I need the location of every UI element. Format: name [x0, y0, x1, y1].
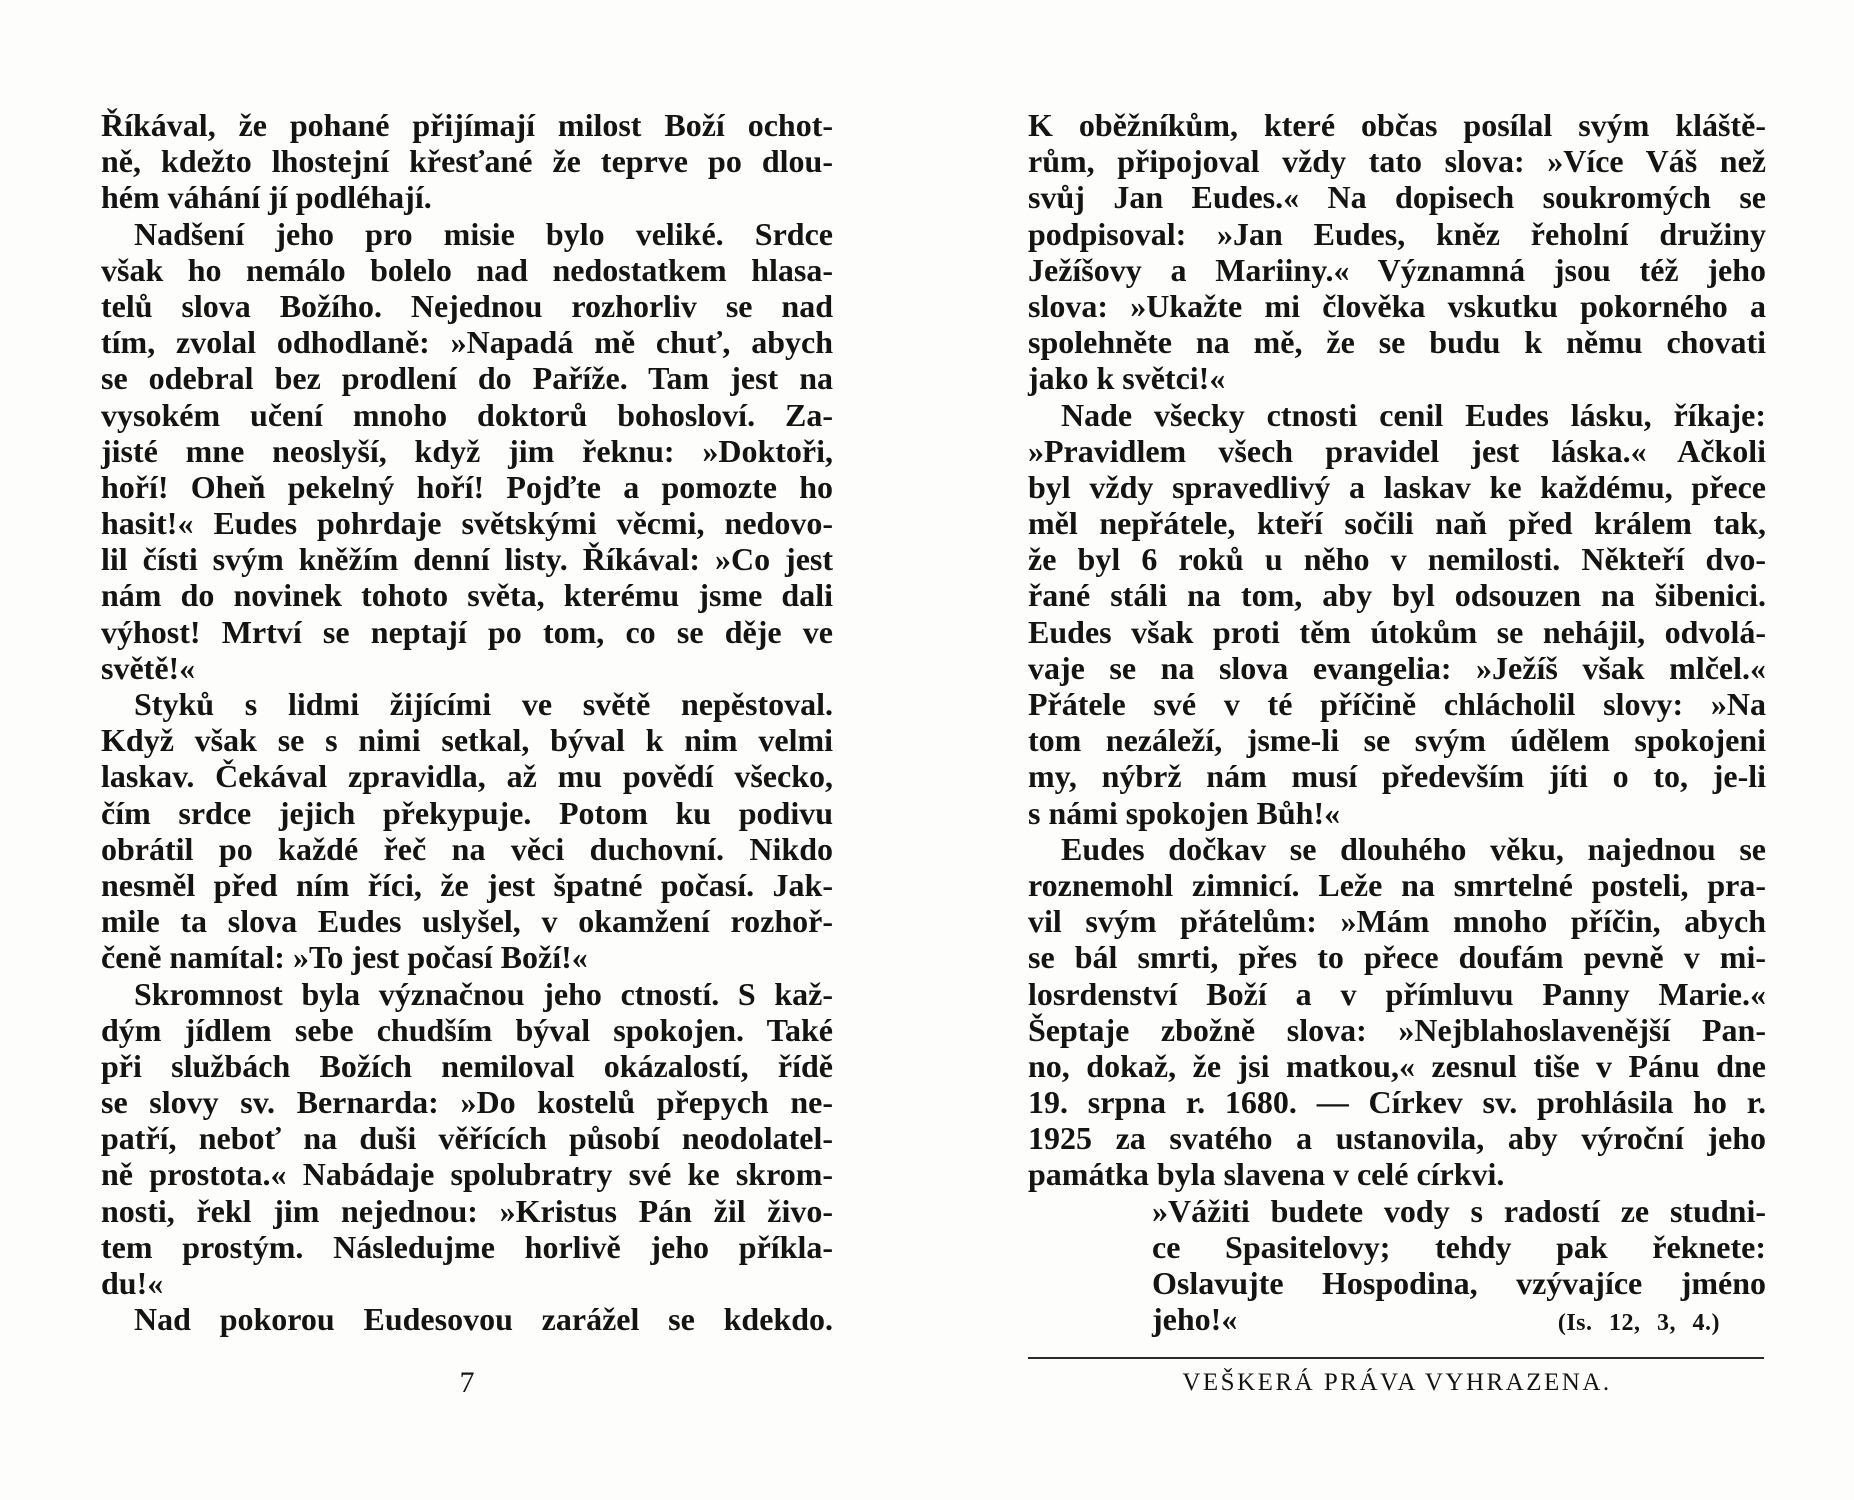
- text-line: nesměl před ním říci, že jest špatné počasí. Jak-: [101, 866, 833, 903]
- text-line: světě!«: [101, 649, 196, 686]
- text-line: čím srdce jejich překypuje. Potom ku podivu: [101, 794, 833, 831]
- text-line: »Pravidlem všech pravidel jest láska.« Ačkoli: [1028, 432, 1766, 469]
- text-line: telů slova Božího. Nejednou rozhorliv se nad: [101, 287, 833, 324]
- text-line: spolehněte na mě, že se budu k němu chovati: [1028, 324, 1766, 361]
- text-line: vil svým přátelům: »Mám mnoho příčin, abych: [1028, 903, 1766, 940]
- text-line: se slovy sv. Bernarda: »Do kostelů přepych ne-: [101, 1084, 833, 1121]
- text-line: my, nýbrž nám musí především jíti o to, je-li: [1028, 758, 1766, 795]
- text-line: však ho nemálo bolelo nad nedostatkem hlasa-: [101, 251, 833, 288]
- text-line: hoří! Oheň pekelný hoří! Pojďte a pomozte ho: [101, 468, 833, 505]
- text-line: Nad pokorou Eudesovou zarážel se kdekdo.: [134, 1301, 833, 1338]
- text-line: se bál smrti, přes to přece doufám pevně v mi-: [1028, 939, 1766, 976]
- page-number: 7: [459, 1366, 475, 1399]
- text-line: vysokém učení mnoho doktorů bohosloví. Za-: [101, 396, 833, 433]
- text-line: Skromnost byla význačnou jeho ctností. S kaž-: [134, 975, 833, 1012]
- text-line: Ježíšovy a Mariiny.« Významná jsou též jeho: [1028, 251, 1766, 288]
- text-line: jako k světci!«: [1028, 360, 1226, 397]
- text-line: roznemohl zimnicí. Leže na smrtelné posteli, pra-: [1028, 866, 1766, 903]
- text-line: mile ta slova Eudes uslyšel, v okamžení rozhoř-: [101, 903, 833, 940]
- text-line: Eudes dočkav se dlouhého věku, najednou se: [1061, 830, 1766, 867]
- text-line: hém váhání jí podléhají.: [101, 179, 432, 216]
- text-line: výhost! Mrtví se neptají po tom, co se děje ve: [101, 613, 833, 650]
- text-line: rům, připojoval vždy tato slova: »Více Váš než: [1028, 143, 1766, 180]
- right-page-text: [1028, 107, 1766, 1337]
- text-line: podpisoval: »Jan Eudes, kněz řeholní družiny: [1028, 215, 1766, 252]
- text-line: laskav. Čekával zpravidla, až mu povědí všecko,: [101, 758, 833, 795]
- text-line: vaje se na slova evangelia: »Ježíš však mlčel.«: [1028, 649, 1766, 686]
- text-line: dým jídlem sebe chudším býval spokojen. Také: [101, 1011, 833, 1048]
- text-line: tím, zvolal odhodlaně: »Napadá mě chuť, abych: [101, 324, 833, 361]
- text-line: svůj Jan Eudes.« Na dopisech soukromých se: [1028, 179, 1766, 216]
- text-line: 1925 za svatého a ustanovila, aby výroční jeho: [1028, 1120, 1766, 1157]
- text-line: měl nepřátele, kteří sočili naň před králem tak,: [1028, 505, 1766, 542]
- text-line: nám do novinek tohoto světa, kterému jsme dali: [101, 577, 833, 614]
- quote-line: ce Spasitelovy; tehdy pak řeknete:: [1152, 1228, 1766, 1265]
- quote-last-line: [1152, 1301, 1766, 1337]
- text-line: Když však se s nimi setkal, býval k nim velmi: [101, 722, 833, 759]
- text-line: Šeptaje zbožně slova: »Nejblahoslavenější Pan-: [1028, 1011, 1766, 1048]
- text-line: Říkával, že pohané přijímají milost Boží ochot-: [101, 107, 833, 143]
- quote-line: Oslavujte Hospodina, vzývajíce jméno: [1152, 1265, 1766, 1301]
- scripture-reference: (Is. 12, 3, 4.): [1557, 1310, 1720, 1337]
- quote-line-end: jeho!«: [1152, 1301, 1238, 1338]
- text-line: ně, kdežto lhostejní křesťané že teprve po dlou-: [101, 143, 833, 180]
- text-line: Přátele své v té příčině chlácholil slovy: »Na: [1028, 686, 1766, 722]
- footer-rights-notice: VEŠKERÁ PRÁVA VYHRAZENA.: [1182, 1369, 1612, 1396]
- text-line: no, dokaž, že jsi matkou,« zesnul tiše v Pánu dne: [1028, 1047, 1766, 1084]
- text-line: se odebral bez prodlení do Paříže. Tam jest na: [101, 360, 833, 397]
- text-line: Nadšení jeho pro misie bylo veliké. Srdce: [134, 215, 833, 252]
- text-line: Nade všecky ctnosti cenil Eudes lásku, říkaje:: [1061, 396, 1766, 433]
- text-line: tem prostým. Následujme horlivě jeho příkla-: [101, 1228, 833, 1265]
- text-line: řané stáli na tom, aby byl odsouzen na šibenici.: [1028, 577, 1766, 614]
- text-line: losrdenství Boží a v přímluvu Panny Marie.«: [1028, 975, 1766, 1012]
- text-line: Eudes však proti těm útokům se nehájil, odvolá-: [1028, 613, 1766, 650]
- text-line: hasit!« Eudes pohrdaje světskými věcmi, nedovo-: [101, 505, 833, 542]
- left-page-text: [101, 107, 833, 1337]
- text-line: s námi spokojen Bůh!«: [1028, 794, 1341, 831]
- text-line: Styků s lidmi žijícími ve světě nepěstoval.: [134, 686, 833, 722]
- text-line: ně prostota.« Nabádaje spolubratry své ke skrom-: [101, 1156, 833, 1193]
- text-line: tom nezáleží, jsme-li se svým údělem spokojeni: [1028, 722, 1766, 759]
- footer-rule: [1028, 1357, 1764, 1359]
- text-line: při službách Božích nemiloval okázalostí, řídě: [101, 1047, 833, 1084]
- text-line: patří, neboť na duši věřících působí neodolatel-: [101, 1120, 833, 1157]
- text-line: obrátil po každé řeč na věci duchovní. Nikdo: [101, 830, 833, 867]
- quote-line: »Vážiti budete vody s radostí ze studni-: [1152, 1192, 1766, 1229]
- text-line: slova: »Ukažte mi člověka vskutku pokorného a: [1028, 287, 1766, 324]
- text-line: nosti, řekl jim nejednou: »Kristus Pán žil živo-: [101, 1192, 833, 1229]
- text-line: lil čísti svým kněžím denní listy. Říkával: »Co jest: [101, 541, 833, 578]
- text-line: že byl 6 roků u něho v nemilosti. Někteří dvo-: [1028, 541, 1766, 578]
- scripture-quote: [1152, 1193, 1766, 1338]
- text-line: jisté mne neoslyší, když jim řeknu: »Doktoři,: [101, 432, 833, 469]
- text-line: 19. srpna r. 1680. — Církev sv. prohlásila ho r.: [1028, 1084, 1766, 1121]
- text-line: K oběžníkům, které občas posílal svým kláště-: [1028, 107, 1766, 143]
- text-line: du!«: [101, 1265, 164, 1301]
- text-line: čeně namítal: »To jest počasí Boží!«: [101, 939, 588, 976]
- text-line: byl vždy spravedlivý a laskav ke každému, přece: [1028, 468, 1766, 505]
- text-line: památka byla slavena v celé církvi.: [1028, 1156, 1505, 1193]
